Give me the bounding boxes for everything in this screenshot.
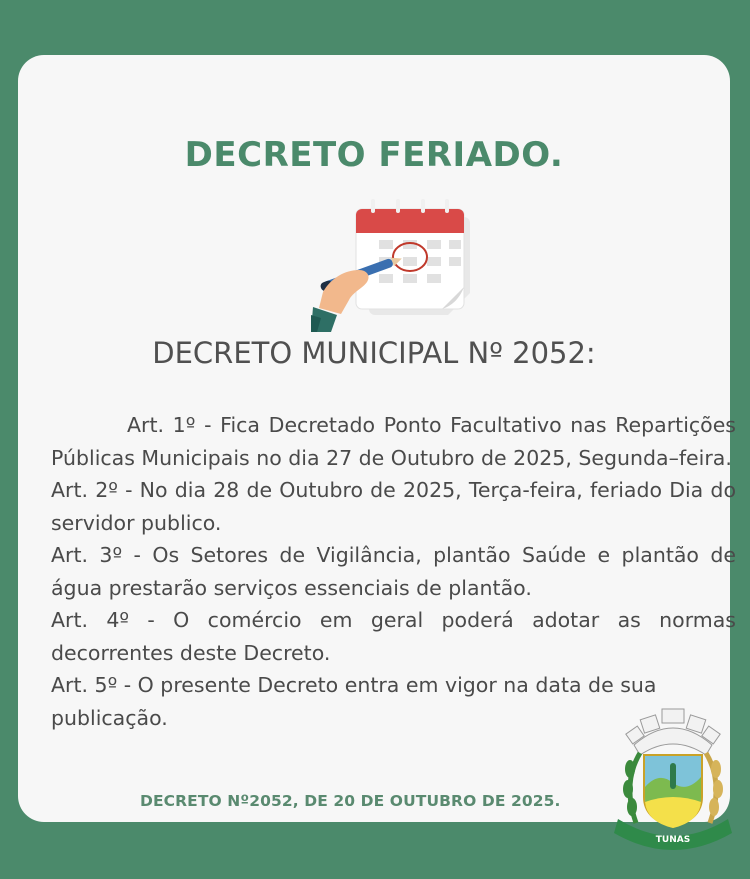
page-title: DECRETO FERIADO. xyxy=(184,135,564,175)
article-1: Art. 1º - Fica Decretado Ponto Facultativo nas Repartições Públicas Municipais no dia 27 de Outubro de 2025, Segunda–feira. xyxy=(51,413,736,470)
article-2: Art. 2º - No dia 28 de Outubro de 2025, Terça-feira, feriado Dia do servidor publico. xyxy=(51,478,736,535)
crest-ribbon-label: TUNAS xyxy=(655,835,691,845)
article-3: Art. 3º - Os Setores de Vigilância, plantão Saúde e plantão de água prestarão serviços essenciais de plantão. xyxy=(51,543,736,600)
article-5: Art. 5º - O presente Decreto entra em vigor na data de sua publicação. xyxy=(51,673,657,730)
decree-heading: DECRETO MUNICIPAL Nº 2052: xyxy=(152,336,596,370)
municipal-coat-of-arms-icon xyxy=(612,707,734,855)
hand-marking-calendar-icon xyxy=(311,187,481,332)
decree-reference: DECRETO Nº2052, DE 20 DE OUTUBRO DE 2025. xyxy=(140,792,561,810)
decree-articles xyxy=(51,409,736,734)
article-4: Art. 4º - O comércio em geral poderá adotar as normas decorrentes deste Decreto. xyxy=(51,608,736,665)
